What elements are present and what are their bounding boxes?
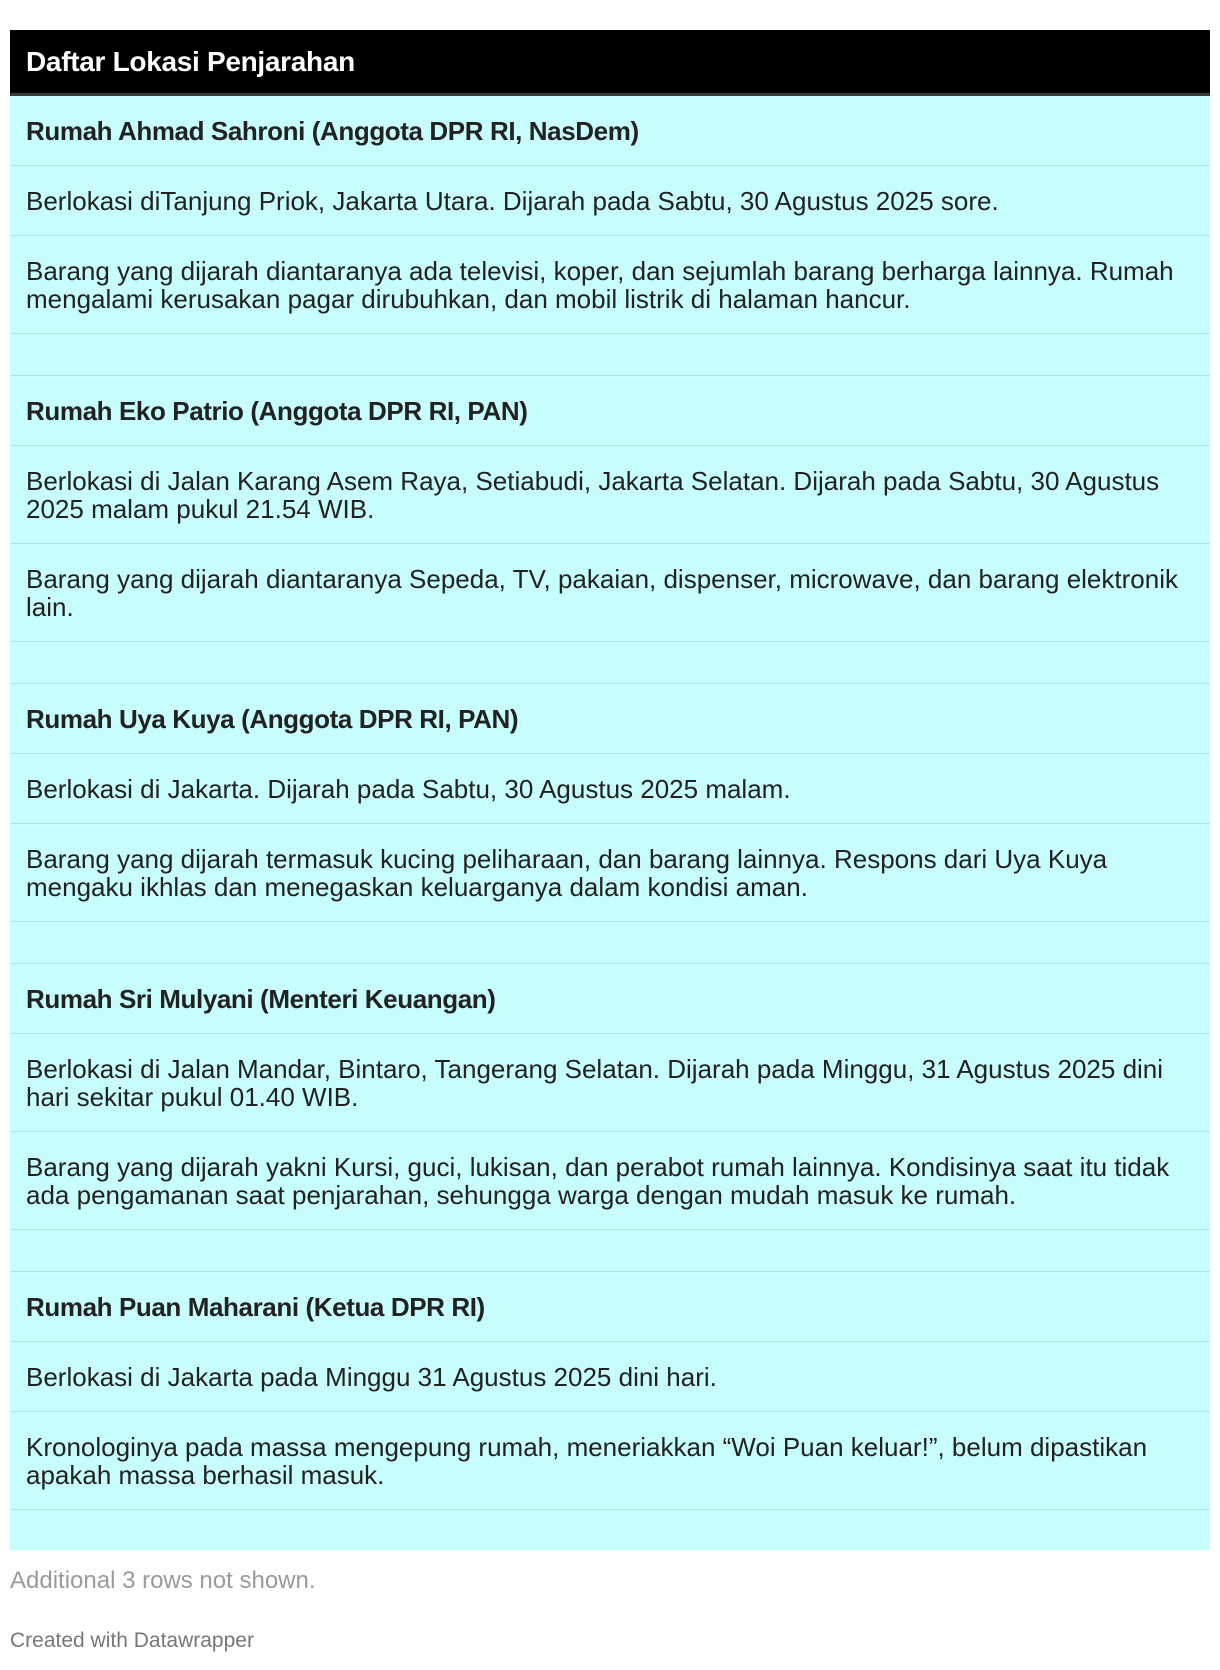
table-row-title: [10, 684, 1210, 754]
entry-title: Rumah Puan Maharani (Ketua DPR RI): [26, 1291, 485, 1322]
table-row-empty: [10, 1510, 1210, 1550]
table-row-empty: [10, 334, 1210, 376]
table-row-location: [10, 1034, 1210, 1132]
entry-details: Barang yang dijarah termasuk kucing peliharaan, dan barang lainnya. Respons dari Uya Kuya mengaku ikhlas dan menegaskan keluarganya dalam kondisi aman.: [26, 843, 1108, 902]
table-row-details: [10, 1412, 1210, 1510]
table-row-location: [10, 166, 1210, 236]
table-row-title: [10, 96, 1210, 166]
table-row-details: [10, 236, 1210, 334]
table-row-details: [10, 1132, 1210, 1230]
table-row-title: [10, 376, 1210, 446]
entry-title: Rumah Eko Patrio (Anggota DPR RI, PAN): [26, 395, 528, 426]
table-row-details: [10, 544, 1210, 642]
table-row-location: [10, 446, 1210, 544]
entry-title: Rumah Ahmad Sahroni (Anggota DPR RI, NasDem): [26, 115, 639, 146]
entry-details: Barang yang dijarah yakni Kursi, guci, lukisan, dan perabot rumah lainnya. Kondisinya saat itu tidak ada pengamanan saat penjarahan, sehungga warga dengan mudah masuk ke rumah.: [26, 1151, 1170, 1210]
entry-location: Berlokasi di Jakarta pada Minggu 31 Agustus 2025 dini hari.: [26, 1361, 717, 1392]
entry-details: Barang yang dijarah diantaranya ada televisi, koper, dan sejumlah barang berharga lainnya. Rumah mengalami kerusakan pagar dirubuhkan, dan mobil listrik di halaman hancur.: [26, 255, 1174, 314]
looting-locations-table: [10, 30, 1210, 1550]
table-row-empty: [10, 1230, 1210, 1272]
table-row-empty: [10, 922, 1210, 964]
entry-details: Kronologinya pada massa mengepung rumah, meneriakkan “Woi Puan keluar!”, belum dipastikan apakah massa berhasil masuk.: [26, 1431, 1148, 1490]
entry-location: Berlokasi di Jalan Karang Asem Raya, Setiabudi, Jakarta Selatan. Dijarah pada Sabtu, 30 Agustus 2025 malam pukul 21.54 WIB.: [26, 465, 1160, 524]
entry-location: Berlokasi di Jalan Mandar, Bintaro, Tangerang Selatan. Dijarah pada Minggu, 31 Agustus 2025 dini hari sekitar pukul 01.40 WIB.: [26, 1053, 1164, 1112]
entry-title: Rumah Uya Kuya (Anggota DPR RI, PAN): [26, 703, 519, 734]
rows-hidden-note: Additional 3 rows not shown.: [10, 1567, 316, 1594]
table-row-empty: [10, 642, 1210, 684]
table-header-label: Daftar Lokasi Penjarahan: [26, 45, 355, 77]
datawrapper-credit: Created with Datawrapper: [10, 1629, 254, 1652]
table-header: [10, 30, 1210, 96]
table-row-details: [10, 824, 1210, 922]
entry-location: Berlokasi diTanjung Priok, Jakarta Utara. Dijarah pada Sabtu, 30 Agustus 2025 sore.: [26, 185, 999, 216]
entry-title: Rumah Sri Mulyani (Menteri Keuangan): [26, 983, 496, 1014]
table-row-location: [10, 1342, 1210, 1412]
table-row-location: [10, 754, 1210, 824]
entry-details: Barang yang dijarah diantaranya Sepeda, TV, pakaian, dispenser, microwave, dan barang elektronik lain.: [26, 563, 1178, 622]
table-row-title: [10, 1272, 1210, 1342]
table-row-title: [10, 964, 1210, 1034]
entry-location: Berlokasi di Jakarta. Dijarah pada Sabtu, 30 Agustus 2025 malam.: [26, 773, 791, 804]
